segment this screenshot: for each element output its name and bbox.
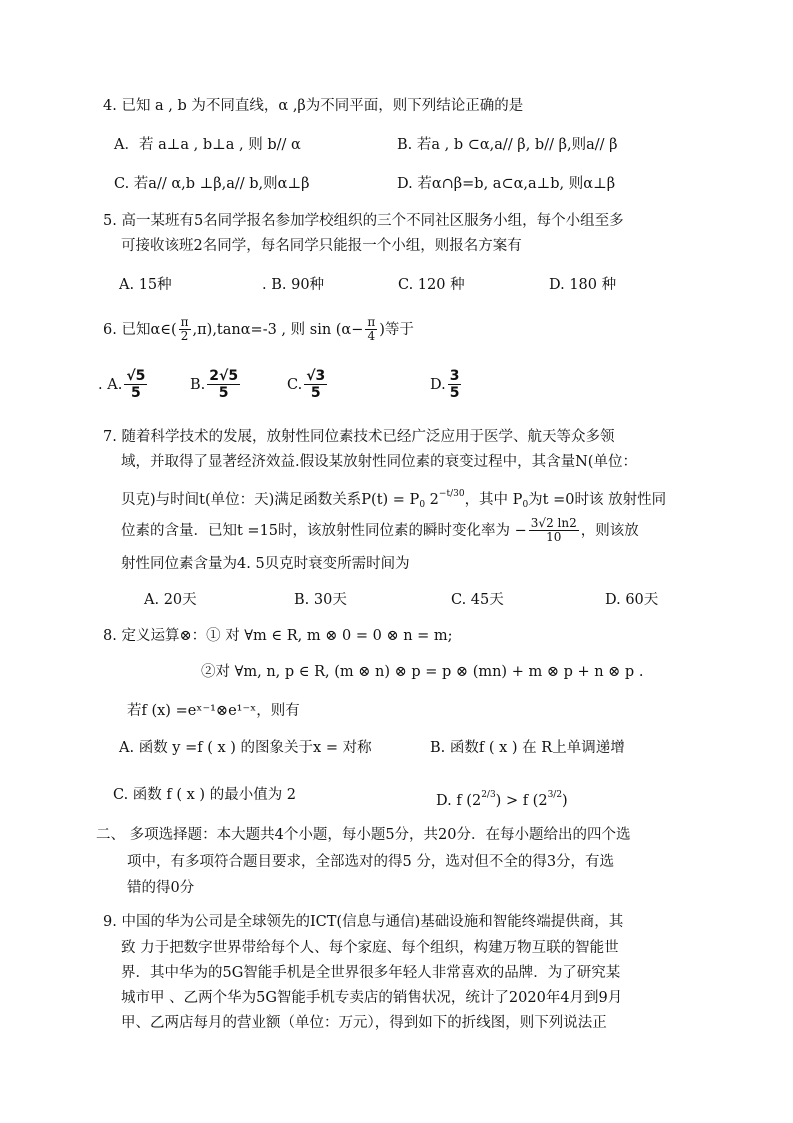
q6-b-den: 5 xyxy=(218,385,229,401)
q8-line2: ②对 ∀m, n, p ∈ R, (m ⊗ n) ⊗ p = p ⊗ (mn) + m ⊗ p + n ⊗ p . xyxy=(201,664,644,680)
q4-stem: 4. 已知 a , b 为不同直线，α ,β为不同平面，则下列结论正确的是 xyxy=(103,98,524,114)
q6-d-num: 3 xyxy=(449,368,460,384)
q6-c-frac xyxy=(304,368,327,401)
q7-line1: 7. 随着科学技术的发展，放射性同位素技术已经广泛应用于医学、航天等众多领 xyxy=(103,429,615,445)
section2-line3: 错的得0分 xyxy=(127,880,195,896)
q6-b-num: 2√5 xyxy=(209,368,239,384)
q7-line3-c: ，其中 P xyxy=(464,492,523,508)
q6-option-a xyxy=(98,368,149,401)
q6-frac-den: 2 xyxy=(180,329,189,343)
q6-b-label: B. xyxy=(190,376,206,393)
q8-d-a: D. f (2 xyxy=(436,793,482,809)
q5-stem-line1: 5. 高一某班有5名同学报名参加学校组织的三个不同社区服务小组，每个小组至多 xyxy=(103,213,624,229)
q5-option-b: . B. 90种 xyxy=(262,277,325,293)
q6-pi-over-4 xyxy=(365,316,377,343)
q9-line1: 9. 中国的华为公司是全球领先的ICT(信息与通信)基础设施和智能终端提供商，其 xyxy=(103,914,624,930)
q7-exponent: −t/30 xyxy=(438,489,465,499)
q6-a-label: . A. xyxy=(98,376,123,393)
q9-line5: 甲、乙两店每月的营业额（单位：万元），得到如下的折线图，则下列说法正 xyxy=(121,1015,607,1031)
q7-line4-a: 位素的含量．已知t =15时，该放射性同位素的瞬时变化率为 − xyxy=(121,522,527,539)
q4-option-d: D. 若α∩β=b, a⊂α,a⊥b, 则α⊥β xyxy=(397,176,616,192)
q8-d-b: ) > f (2 xyxy=(495,793,548,809)
q6-d-frac xyxy=(448,368,462,401)
q7-p0-sub: 0 xyxy=(419,500,426,510)
q6-a-num: √5 xyxy=(126,368,146,384)
q7-p0-sub2: 0 xyxy=(522,500,529,510)
q7-rate-frac xyxy=(529,517,579,544)
q9-line4: 城市甲 、乙两个华为5G智能手机专卖店的销售状况，统计了2020年4月到9月 xyxy=(121,990,623,1006)
q6-stem-part2: ,π),tanα=-3 , 则 sin (α− xyxy=(192,321,364,338)
q6-stem xyxy=(103,316,414,343)
q8-option-a: A. 函数 y =f ( x ) 的图象关于x = 对称 xyxy=(119,740,372,756)
q6-frac2-den: 4 xyxy=(367,329,376,343)
q6-c-den: 5 xyxy=(310,385,321,401)
q6-frac-num: π xyxy=(180,315,189,329)
q6-a-frac xyxy=(124,368,147,401)
q9-line2: 致 力于把数字世界带给每个人、每个家庭、每个组织，构建万物互联的智能世 xyxy=(121,940,619,956)
section2-line2: 项中，有多项符合题目要求，全部选对的得5 分，选对但不全的得3分，有选 xyxy=(127,854,615,870)
q6-option-d xyxy=(430,368,463,401)
q9-line3: 界．其中华为的5G智能手机是全世界很多年轻人非常喜欢的品牌．为了研究某 xyxy=(121,965,621,981)
q8-option-b: B. 函数f ( x ) 在 R上单调递增 xyxy=(430,740,625,756)
q5-option-d: D. 180 种 xyxy=(549,277,617,293)
q6-option-b xyxy=(190,368,242,401)
q5-stem-line2: 可接收该班2名同学，每名同学只能报一个小组，则报名方案有 xyxy=(121,238,522,254)
q6-d-den: 5 xyxy=(449,385,460,401)
q8-line3: 若f (x) =eˣ⁻¹⊗e¹⁻ˣ，则有 xyxy=(127,703,300,719)
q8-line1: 8. 定义运算⊗：① 对 ∀m ∈ R, m ⊗ 0 = 0 ⊗ n = m; xyxy=(103,628,453,644)
q4-option-c: C. 若a// α,b ⊥β,a// b,则α⊥β xyxy=(114,176,310,192)
q4-option-b: B. 若a , b ⊂α,a// β, b// β,则a// β xyxy=(397,137,618,153)
q7-line4 xyxy=(121,517,639,544)
q7-line4-b: ，则该放 xyxy=(580,522,639,539)
q7-option-b: B. 30天 xyxy=(294,592,347,608)
q6-pi-over-2 xyxy=(179,316,191,343)
q8-option-d xyxy=(436,786,568,810)
q5-option-a: A. 15种 xyxy=(119,277,172,293)
q8-option-c: C. 函数 f ( x ) 的最小值为 2 xyxy=(113,787,297,803)
q6-frac2-num: π xyxy=(367,315,376,329)
q4-option-a: A．若 a⊥a , b⊥a , 则 b// α xyxy=(114,137,301,153)
q6-b-frac xyxy=(207,368,240,401)
q8-d-sup1: 2/3 xyxy=(481,790,496,800)
q7-line3-a: 贝克)与时间t(单位：天)满足函数关系P(t) = P xyxy=(121,492,420,508)
q7-line3-b: 2 xyxy=(425,492,439,508)
q7-option-d: D. 60天 xyxy=(605,592,659,608)
q6-c-num: √3 xyxy=(306,368,326,384)
q6-c-label: C. xyxy=(287,376,303,393)
q7-line3 xyxy=(121,485,666,514)
q8-d-c: ) xyxy=(562,793,568,809)
q5-option-c: C. 120 种 xyxy=(398,277,465,293)
q6-option-c xyxy=(287,368,329,401)
q6-stem-part1: 6. 已知α∈( xyxy=(103,321,177,338)
q7-option-a: A. 20天 xyxy=(144,592,197,608)
q6-a-den: 5 xyxy=(130,385,141,401)
q7-line5: 射性同位素含量为4. 5贝克时衰变所需时间为 xyxy=(121,556,410,572)
q7-line2: 域，并取得了显著经济效益.假设某放射性同位素的衰变过程中，其含量N(单位： xyxy=(121,454,637,470)
q8-d-sup2: 3/2 xyxy=(547,790,563,800)
q7-line3-d: 为t =0时该 放射性同 xyxy=(528,492,667,508)
section2-line1: 二、 多项选择题：本大题共4个小题，每小题5分，共20分．在每小题给出的四个选 xyxy=(96,827,631,843)
q7-rate-den: 10 xyxy=(546,530,562,544)
q6-d-label: D. xyxy=(430,376,446,393)
q7-rate-num: 3√2 ln2 xyxy=(530,516,577,530)
q6-stem-part3: )等于 xyxy=(379,321,414,338)
q7-option-c: C. 45天 xyxy=(451,592,504,608)
